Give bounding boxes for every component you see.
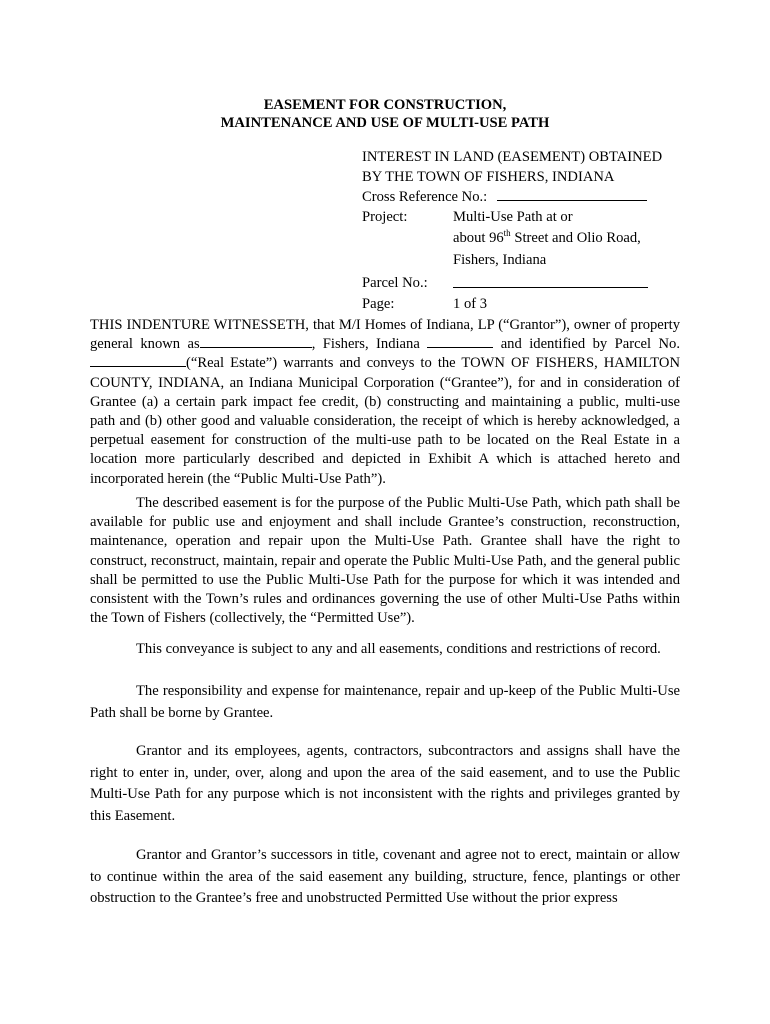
title-line-2: MAINTENANCE AND USE OF MULTI-USE PATH [220,115,550,131]
parcel-no-blank [90,354,186,367]
title-line-1: EASEMENT FOR CONSTRUCTION, [263,97,507,113]
project-label: Project: [362,208,408,225]
page-label: Page: [362,295,395,312]
paragraph-indenture [90,316,680,489]
project-line-2 [453,229,692,249]
property-blank [200,335,312,348]
page-value: 1 of 3 [453,295,488,312]
paragraph-covenant: Grantor and Grantor’s successors in title, covenant and agree not to erect, maintain or allow to continue within the area of the said easement any building, structure, fence, plantings or other obstruction to the Grantee’s free and unobstructed Permitted Use without the prior express [90,847,680,906]
cross-reference-row [362,187,692,208]
cross-reference-blank [497,187,647,201]
page-row [362,295,692,315]
project-line-2-prefix: about 96 [453,230,504,246]
project-row [362,208,692,271]
document-title [0,96,770,132]
parcel-blank [453,274,648,288]
interest-line-1: INTEREST IN LAND (EASEMENT) OBTAINED [362,149,663,165]
cross-reference-label: Cross Reference No.: [362,189,488,205]
paragraph-responsibility: The responsibility and expense for maintenance, repair and up-keep of the Public Multi-Use Path shall be borne by Grantee. [90,683,680,721]
fishers-blank [427,335,493,348]
interest-block [362,148,692,314]
paragraph-conveyance: This conveyance is subject to any and all easements, conditions and restrictions of record. [136,641,661,657]
interest-line-2: BY THE TOWN OF FISHERS, INDIANA [362,168,615,185]
p1-part-b: , Fishers, Indiana [311,336,420,353]
project-line-2-suffix: Street and Olio Road, [510,230,641,246]
p1-part-c: and identified by Parcel No. [493,336,680,353]
parcel-row [362,274,692,295]
project-line-3: Fishers, Indiana [453,251,547,268]
p1-part-a: THIS INDENTURE WITNESSETH, that M/I Homes of Indiana, LP (“Grantor”), owner of property general known as [90,317,680,353]
project-line-1: Multi-Use Path at or [453,208,573,225]
paragraph-purpose: The described easement is for the purpose of the Public Multi-Use Path, which path shall be available for public use and enjoyment and shall include Grantee’s construction, reconstruction, maintenance, operation and repair upon the Multi-Use Path. Grantee shall have the right to construct, reconstruct, maintain, repair and operate the Public Multi-Use Path, and the general public shall be permitted to use the Public Multi-Use Path for the purpose for which it was intended and consistent with the Town’s rules and ordinances governing the use of other Multi-Use Paths within the Town of Fishers (collectively, the “Permitted Use”). [90,495,680,627]
parcel-label: Parcel No.: [362,275,428,291]
p1-part-d: (“Real Estate”) warrants and conveys to the TOWN OF FISHERS, HAMILTON COUNTY, INDIANA, an Indiana Municipal Corporation (“Grantee”), for and in consideration of Grantee (a) a certain park impact fee credit, (b) constructing and maintaining a public, multi-use path and (b) other good and valuable consideration, the receipt of which is hereby acknowledged, a perpetual easement for construction of the multi-use path to be located on the Real Estate in a location more particularly described and depicted in Exhibit A which is attached hereto and incorporated herein (the “Public Multi-Use Path”). [90,355,680,487]
project-line-2-sup: th [503,228,511,239]
project-value [453,208,692,271]
paragraph-grantor-rights: Grantor and its employees, agents, contractors, subcontractors and assigns shall have the right to enter in, under, over, along and upon the area of the said easement, and to use the Public Multi-Use Path for any purpose which is not inconsistent with the rights and privileges granted by this Easement. [90,743,680,824]
